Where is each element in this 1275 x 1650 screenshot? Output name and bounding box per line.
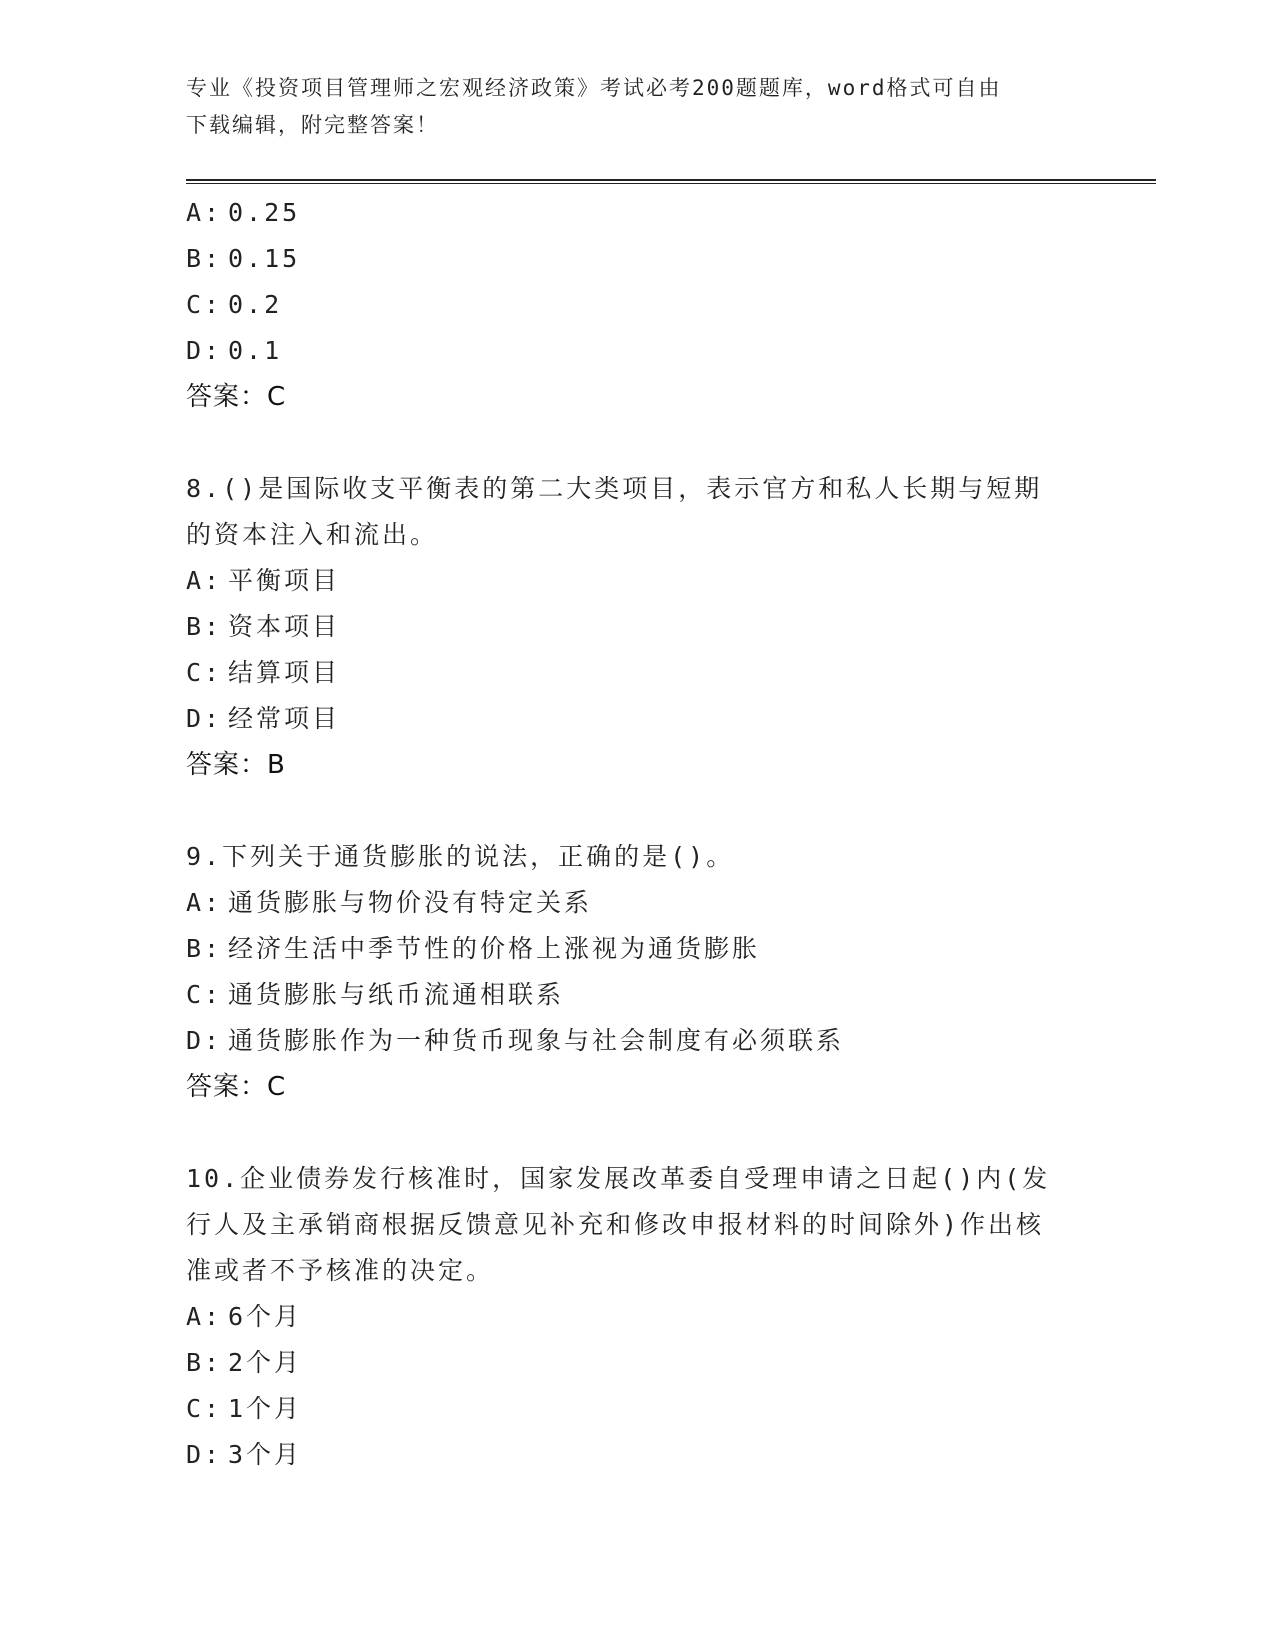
option-label: C:: [186, 1394, 223, 1423]
question-7: [186, 190, 1086, 420]
option-label: D:: [186, 704, 223, 733]
option-a: [186, 880, 1086, 926]
option-text: 6个月: [228, 1302, 303, 1331]
question-10: [186, 1156, 1086, 1478]
option-label: B:: [186, 1348, 223, 1377]
spacer: [186, 420, 1086, 466]
option-label: C:: [186, 658, 223, 687]
option-text: 0.1: [228, 336, 283, 365]
option-b: [186, 1340, 1086, 1386]
question-stem: 准或者不予核准的决定。: [186, 1256, 495, 1285]
option-d: [186, 696, 1086, 742]
option-d: [186, 1432, 1086, 1478]
option-c: [186, 282, 1086, 328]
option-text: 资本项目: [228, 612, 341, 641]
question-8: [186, 466, 1086, 788]
option-text: 3个月: [228, 1440, 303, 1469]
option-text: 0.15: [228, 244, 301, 273]
option-text: 经常项目: [228, 704, 341, 733]
option-label: B:: [186, 934, 223, 963]
option-label: C:: [186, 290, 223, 319]
question-stem: 10.企业债券发行核准时，国家发展改革委自受理申请之日起()内(发: [186, 1164, 1051, 1193]
question-9: [186, 834, 1086, 1110]
option-label: B:: [186, 612, 223, 641]
option-text: 通货膨胀与纸币流通相联系: [228, 980, 565, 1009]
option-text: 平衡项目: [228, 566, 341, 595]
option-c: [186, 972, 1086, 1018]
option-c: [186, 650, 1086, 696]
answer: 答案：C: [186, 1072, 287, 1102]
option-label: D:: [186, 336, 223, 365]
answer: 答案：B: [186, 750, 286, 780]
option-text: 通货膨胀作为一种货币现象与社会制度有必须联系: [228, 1026, 845, 1055]
option-d: [186, 1018, 1086, 1064]
option-a: [186, 1294, 1086, 1340]
option-label: A:: [186, 1302, 223, 1331]
option-label: C:: [186, 980, 223, 1009]
option-text: 2个月: [228, 1348, 303, 1377]
spacer: [186, 788, 1086, 834]
option-text: 经济生活中季节性的价格上涨视为通货膨胀: [228, 934, 761, 963]
option-b: [186, 604, 1086, 650]
option-c: [186, 1386, 1086, 1432]
header-rule-thin: [186, 183, 1156, 184]
option-b: [186, 926, 1086, 972]
header-rule-thick: [186, 179, 1156, 181]
option-label: A:: [186, 888, 223, 917]
option-label: D:: [186, 1440, 223, 1469]
option-d: [186, 328, 1086, 374]
option-text: 1个月: [228, 1394, 303, 1423]
option-a: [186, 190, 1086, 236]
option-text: 通货膨胀与物价没有特定关系: [228, 888, 593, 917]
answer: 答案：C: [186, 382, 287, 412]
question-content: [186, 190, 1086, 1478]
option-b: [186, 236, 1086, 282]
option-label: A:: [186, 566, 223, 595]
header-line-1: 专业《投资项目管理师之宏观经济政策》考试必考200题题库，word格式可自由: [186, 76, 1002, 100]
option-label: D:: [186, 1026, 223, 1055]
option-text: 结算项目: [228, 658, 341, 687]
document-header: [186, 70, 1086, 144]
question-stem: 行人及主承销商根据反馈意见补充和修改申报材料的时间除外)作出核: [186, 1210, 1045, 1239]
question-stem: 的资本注入和流出。: [186, 520, 439, 549]
spacer: [186, 1110, 1086, 1156]
option-label: A:: [186, 198, 223, 227]
question-stem: 9.下列关于通货膨胀的说法，正确的是()。: [186, 842, 735, 871]
option-a: [186, 558, 1086, 604]
option-text: 0.2: [228, 290, 283, 319]
header-line-2: 下载编辑，附完整答案！: [186, 113, 439, 137]
option-text: 0.25: [228, 198, 301, 227]
question-stem: 8.()是国际收支平衡表的第二大类项目，表示官方和私人长期与短期: [186, 474, 1043, 503]
option-label: B:: [186, 244, 223, 273]
